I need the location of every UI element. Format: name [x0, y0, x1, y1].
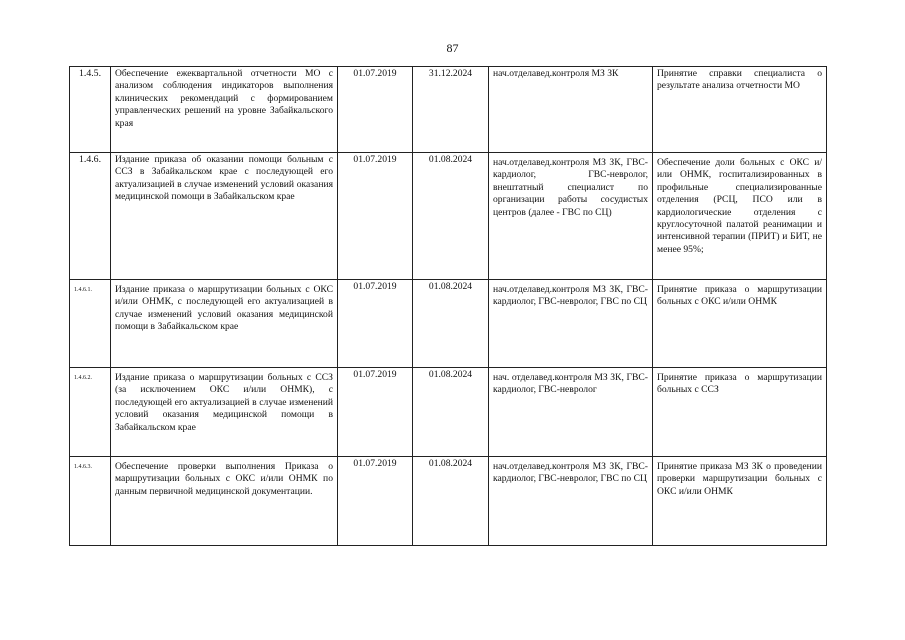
end-date: 01.08.2024 — [413, 457, 489, 546]
expected-result: Принятие приказа МЗ ЗК о проведении проверки маршрутизации больных с ОКС и/или ОНМК — [653, 457, 827, 546]
item-number: 1.4.6.3. — [70, 457, 111, 546]
start-date: 01.07.2019 — [338, 67, 413, 153]
responsible: нач.отделавед.контроля МЗ ЗК — [489, 67, 653, 153]
table-row — [70, 67, 827, 153]
end-date: 01.08.2024 — [413, 153, 489, 280]
table-row — [70, 368, 827, 457]
table-row — [70, 153, 827, 280]
expected-result: Принятие приказа о маршрутизации больных с ССЗ — [653, 368, 827, 457]
responsible: нач. отделавед.контроля МЗ ЗК, ГВС-кардиолог, ГВС-невролог — [489, 368, 653, 457]
table-row — [70, 457, 827, 546]
item-number: 1.4.6. — [70, 153, 111, 280]
end-date: 01.08.2024 — [413, 368, 489, 457]
item-number: 1.4.6.1. — [70, 280, 111, 368]
item-number: 1.4.6.2. — [70, 368, 111, 457]
expected-result: Принятие справки специалиста о результате анализа отчетности МО — [653, 67, 827, 153]
end-date: 01.08.2024 — [413, 280, 489, 368]
start-date: 01.07.2019 — [338, 153, 413, 280]
item-description: Обеспечение проверки выполнения Приказа о маршрутизации больных с ОКС и/или ОНМК по данным первичной медицинской документации. — [111, 457, 338, 546]
expected-result: Принятие приказа о маршрутизации больных с ОКС и/или ОНМК — [653, 280, 827, 368]
end-date: 31.12.2024 — [413, 67, 489, 153]
page-number: 87 — [446, 41, 459, 55]
responsible: нач.отделавед.контроля МЗ ЗК, ГВС-кардиолог, ГВС-невролог, ГВС по СЦ — [489, 457, 653, 546]
plan-table — [69, 66, 827, 546]
start-date: 01.07.2019 — [338, 368, 413, 457]
item-number: 1.4.5. — [70, 67, 111, 153]
item-description: Издание приказа о маршрутизации больных с ОКС и/или ОНМК, с последующей его актуализацией в случае изменений условий оказания медицинской помощи в Забайкальском крае — [111, 280, 338, 368]
item-description: Обеспечение ежеквартальной отчетности МО с анализом соблюдения индикаторов выполнения клинических рекомендаций с формированием управленческих решений на уровне Забайкальского края — [111, 67, 338, 153]
responsible: нач.отделавед.контроля МЗ ЗК, ГВС-кардиолог, ГВС-невролог, внештатный специалист по организации работы сосудистых центров (далее - ГВС по СЦ) — [489, 153, 653, 280]
start-date: 01.07.2019 — [338, 457, 413, 546]
item-description: Издание приказа об оказании помощи больным с ССЗ в Забайкальском крае с последующей его актуализацией в случае изменений условий оказания медицинской помощи в Забайкальском крае — [111, 153, 338, 280]
start-date: 01.07.2019 — [338, 280, 413, 368]
item-description: Издание приказа о маршрутизации больных с ССЗ (за исключением ОКС и/или ОНМК), с последующей его актуализацией в случае изменений условий оказания медицинской помощи в Забайкальском крае — [111, 368, 338, 457]
responsible: нач.отделавед.контроля МЗ ЗК, ГВС-кардиолог, ГВС-невролог, ГВС по СЦ — [489, 280, 653, 368]
expected-result: Обеспечение доли больных с ОКС и/или ОНМК, госпитализированных в профильные специализированные отделения (РСЦ, ПСО или в кардиологические отделения с круглосуточной палатой реанимации и интенсивной терапии (ПРИТ) и БИТ, не менее 95%; — [653, 153, 827, 280]
table-row — [70, 280, 827, 368]
